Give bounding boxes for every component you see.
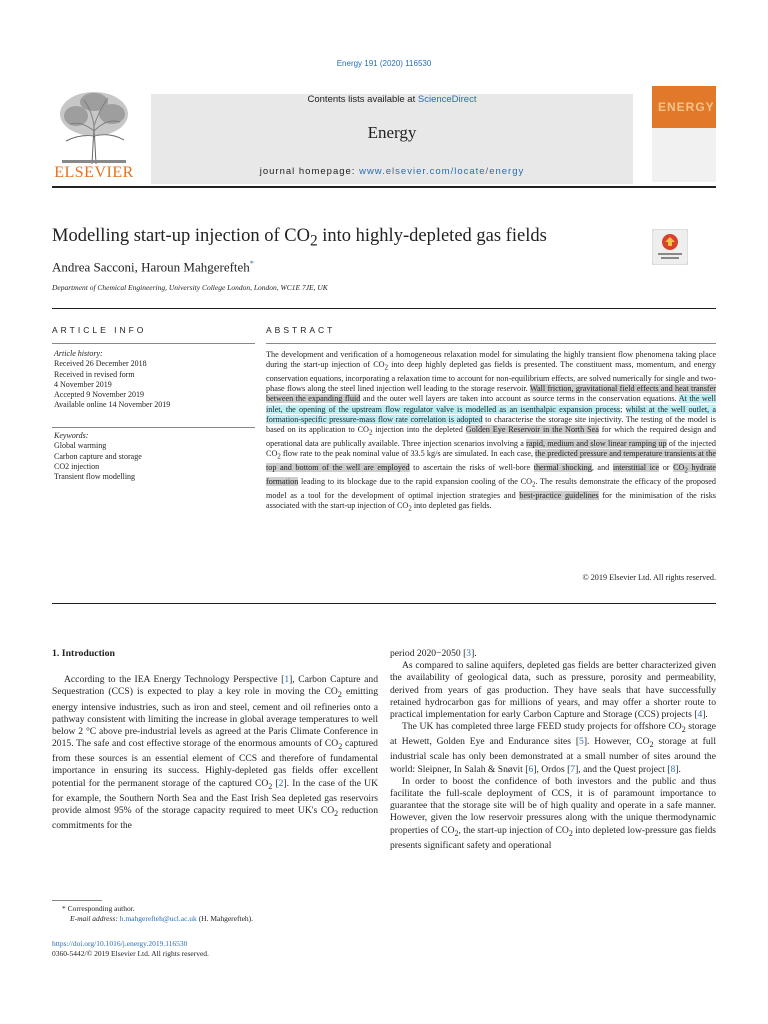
highlight[interactable]: $CO_2$ (673, 462, 688, 475)
history-item: Received 26 December 2018 (54, 359, 147, 369)
reference-link[interactable]: 2 (278, 777, 284, 789)
reference-link[interactable]: 4 (697, 709, 703, 721)
journal-banner (151, 94, 633, 184)
body-column-right (390, 648, 716, 852)
crossmark-badge[interactable] (652, 229, 688, 265)
highlight[interactable]: thermal shocking (533, 462, 592, 472)
corresponding-marker[interactable]: * (249, 259, 254, 268)
highlight[interactable]: Wall friction, gravitational field effects and heat transfer between the expanding fluid (266, 384, 716, 404)
reference-link[interactable]: 7 (570, 763, 576, 775)
history-item: 4 November 2019 (54, 379, 112, 389)
section-heading: 1. Introduction (52, 648, 115, 659)
body-column-left (52, 648, 378, 832)
homepage-prefix: journal homepage: (259, 166, 360, 177)
issn-line: 0360-5442/© 2019 Elsevier Ltd. All rights reserved. (52, 949, 209, 958)
elsevier-tree-icon (52, 86, 136, 166)
history-item: Received in revised form (54, 369, 135, 379)
keywords-label: Keywords: (54, 431, 89, 440)
paragraph: In order to boost the confidence of both investors and the public and thus facilitate the full-scale deployment of CCS, it is of paramount importance to guarantee that the storage site will be of high quality and operate in a safe manner. However, given the low reservoir pressures along with the unique thermodynamic properties of $CO_2$, the start-up injection of $CO_2$ into depleted low-pressure gas fields presents significant safety and operational (390, 775, 716, 851)
cover-title: ENERGY (658, 100, 715, 114)
journal-name: Energy (367, 123, 417, 142)
history-item: Available online 14 November 2019 (54, 400, 171, 410)
abstract-rule (266, 343, 716, 344)
history-label: Article history: (54, 349, 103, 358)
highlight[interactable]: Golden Eye Reservoir in the North Sea (465, 425, 599, 435)
article-title: Modelling start-up injection of $CO_2$ into highly-depleted gas fields (52, 226, 547, 250)
paragraph: As compared to saline aquifers, depleted gas fields are better characterized given the availability of geological data, such as pressure, porosity and permeability, derived from years of gas production. They have seals that have successfully retained hydrocarbon gas for millions of years, and may offer a shorter route to practical implementation for early Carbon Capture and Storage (CCS) projects [4]. (390, 660, 716, 721)
highlight[interactable]: rapid, medium and slow linear ramping up (526, 438, 667, 448)
contents-prefix: Contents lists available at (307, 94, 418, 105)
highlight[interactable]: best-practice guidelines (519, 490, 599, 500)
homepage-link[interactable]: www.elsevier.com/locate/energy (359, 166, 525, 177)
check-for-updates-icon (652, 229, 688, 265)
doi-link[interactable]: https://doi.org/10.1016/j.energy.2019.116530 (52, 939, 188, 948)
history-item: Accepted 9 November 2019 (54, 390, 144, 400)
keyword-item: CO2 injection (54, 461, 100, 471)
abstract-text: The development and verification of a homogeneous relaxation model for simulating the highly transient flow phenomena taking place during the start-up injection of $CO_2$ into deep highly depleted gas fields is presented. The constituent mass, momentum, and energy conservation equations, incorporating a relaxation time to account for non-equilibrium effects, are solved numerically for single and two-phase flows along the steel lined injection well leading to the storage reservoir. Wall friction, gravitational field effects and heat transfer between the expanding fluid and the outer well layers are taken into account as source terms in the conservation equations. At the well inlet, the opening of the upstream flow regulator valve is modelled as an isenthalpic expansion process; whilst at the well outlet, a formation-specific pressure-mass flow rate correlation is adopted to characterise the storage site injectivity. The testing of the model is based on its application to $CO_2$ injection into the depleted Golden Eye Reservoir in the North Sea for which the required design and operational data are publically available. Three injection scenarios involving a rapid, medium and slow linear ramping up of the injected $CO_2$ flow rate to the peak nominal value of 33.5 kg/s are simulated. In each case, the predicted pressure and temperature transients at the top and bottom of the well are employed to ascertain the risks of well-bore thermal shocking, and interstitial ice or $CO_2$ hydrate formation leading to its blockage due to the rapid expansion cooling of the $CO_2$. The results demonstrate the efficacy of the proposed model as a tool for the development of optimal injection strategies and best-practice guidelines for the minimisation of the risks associated with the start-up injection of $CO_2$ into depleted gas fields. (266, 350, 717, 513)
article-info-heading: ARTICLE INFO (52, 325, 147, 335)
sciencedirect-link[interactable]: ScienceDirect (417, 94, 477, 105)
header-divider (52, 186, 716, 188)
article-history (54, 349, 254, 411)
keyword-item: Carbon capture and storage (54, 451, 142, 461)
reference-link[interactable]: 3 (466, 648, 472, 659)
email-line: E-mail address: h.mahgerefteh@ucl.ac.uk (H. Mahgerefteh). (70, 914, 254, 923)
journal-citation[interactable]: Energy 191 (2020) 116530 (336, 59, 432, 68)
paragraph: According to the IEA Energy Technology Perspective [1], Carbon Capture and Sequestration (CCS) is expected to play a key role in moving the $CO_2$ emitting energy intensive industries, such as iron and steel, cement and oil refineries onto a pathway consistent with limiting the increase in global average temperatures to well below 2 °C above pre-industrial levels as agreed at the Paris Climate Conference in 2015. The safe and cost effective storage of the enormous amounts of $CO_2$ captured from these sources is an essential element of CCS and therefore of fundamental importance in ensuring its success. Highly-depleted gas fields offer excellent potential for the permanent storage of the captured $CO_2$ [2]. In the case of the UK for example, the Southern North Sea and the East Irish Sea depleted gas reservoirs provide almost 95% of the storage capacity required to meet UK's $CO_2$ reduction commitments for the (52, 674, 379, 832)
highlight[interactable]: whilst at the well outlet, a formation-specific pressure-mass flow rate correlation is adopted (266, 404, 716, 424)
author-list: Andrea Sacconi, Haroun Mahgerefteh* (52, 259, 254, 275)
keyword-item: Transient flow modelling (54, 472, 136, 482)
reference-link[interactable]: 6 (528, 763, 534, 775)
journal-cover[interactable] (652, 86, 716, 182)
homepage-line (151, 166, 633, 177)
reference-link[interactable]: 5 (579, 736, 584, 748)
footnote-rule (52, 900, 102, 901)
keyword-item: Global warming (54, 441, 107, 451)
abstract-heading: ABSTRACT (266, 325, 336, 335)
keywords (54, 431, 254, 482)
affiliation: Department of Chemical Engineering, University College London, London, WC1E 7JE, UK (52, 283, 328, 292)
paragraph: The UK has completed three large FEED study projects for offshore $CO_2$ storage at Hewett, Golden Eye and Endurance sites [5]. However, $CO_2$ storage at full industrial scale has only been demonstrated at a small number of sites around the world: Sleipner, In Salah & Snøvit [6], Ordos [7], and the Quest project [8]. (390, 721, 717, 775)
contents-line (151, 94, 633, 105)
article-info-rule (52, 343, 255, 344)
highlight[interactable]: the predicted pressure and temperature transients at the top and bottom of the well are employed (266, 449, 717, 472)
highlight[interactable]: interstitial ice (612, 462, 660, 472)
abstract-copyright: © 2019 Elsevier Ltd. All rights reserved. (582, 573, 716, 582)
email-link[interactable]: h.mahgerefteh@ucl.ac.uk (119, 914, 197, 923)
cover-top (652, 86, 716, 128)
highlight[interactable]: hydrate formation (266, 462, 717, 486)
elsevier-logo (52, 86, 136, 182)
publisher-name: ELSEVIER (54, 164, 134, 181)
title-divider (52, 308, 716, 309)
footnote (52, 904, 372, 924)
reference-link[interactable]: 8 (670, 763, 676, 775)
abstract-divider (52, 603, 716, 604)
highlight[interactable]: At the well inlet, the opening of the upstream flow regulator valve is modelled as an isenthalpic expansion process (266, 394, 716, 414)
reference-link[interactable]: 1 (284, 674, 290, 686)
keywords-rule (52, 427, 255, 428)
paragraph: period 2020−2050 [3]. (390, 648, 477, 659)
corresponding-note: * Corresponding author. (62, 904, 135, 913)
doi-block (52, 939, 209, 959)
